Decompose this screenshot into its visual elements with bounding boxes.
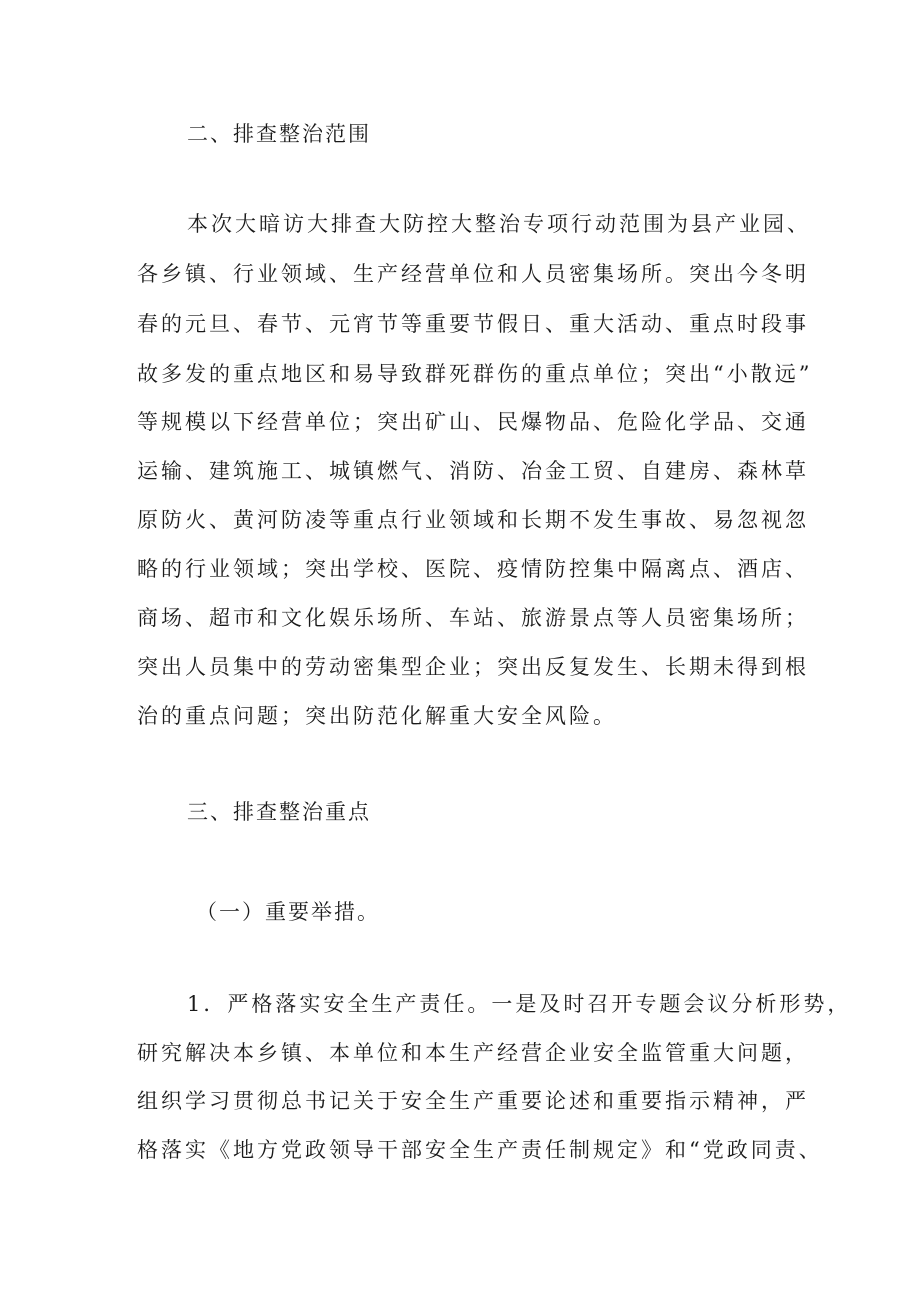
- paragraph-line: 等规模以下经营单位；突出矿山、民爆物品、危险化学品、交通: [137, 410, 809, 434]
- paragraph-line: 故多发的重点地区和易导致群死群伤的重点单位；突出“小散远”: [137, 362, 813, 386]
- paragraph-line: 运输、建筑施工、城镇燃气、消防、冶金工贸、自建房、森林草: [137, 459, 809, 483]
- paragraph-line: 组织学习贯彻总书记关于安全生产重要论述和重要指示精神，严: [137, 1089, 809, 1113]
- paragraph-line: 突出人员集中的劳动密集型企业；突出反复发生、长期未得到根: [137, 655, 809, 679]
- paragraph-line: 治的重点问题；突出防范化解重大安全风险。: [137, 704, 617, 728]
- paragraph-line: 春的元旦、春节、元宵节等重要节假日、重大活动、重点时段事: [137, 312, 809, 336]
- section-heading-scope: 二、排查整治范围: [187, 122, 371, 146]
- paragraph-line: 1．严格落实安全生产责任。一是及时召开专题会议分析形势，: [187, 992, 852, 1016]
- paragraph-line: 商场、超市和文化娱乐场所、车站、旅游景点等人员密集场所；: [137, 606, 809, 630]
- subsection-heading: （一）重要举措。: [196, 900, 380, 924]
- paragraph-line: 格落实《地方党政领导干部安全生产责任制规定》和“党政同责、: [137, 1138, 823, 1162]
- paragraph-line: 各乡镇、行业领域、生产经营单位和人员密集场所。突出今冬明: [137, 262, 809, 286]
- paragraph-line: 略的行业领域；突出学校、医院、疫情防控集中隔离点、酒店、: [137, 557, 809, 581]
- paragraph-line: 原防火、黄河防凌等重点行业领域和长期不发生事故、易忽视忽: [137, 508, 809, 532]
- section-heading-focus: 三、排查整治重点: [187, 800, 371, 824]
- paragraph-line: 研究解决本乡镇、本单位和本生产经营企业安全监管重大问题，: [137, 1041, 809, 1065]
- paragraph-line: 本次大暗访大排查大防控大整治专项行动范围为县产业园、: [187, 212, 811, 236]
